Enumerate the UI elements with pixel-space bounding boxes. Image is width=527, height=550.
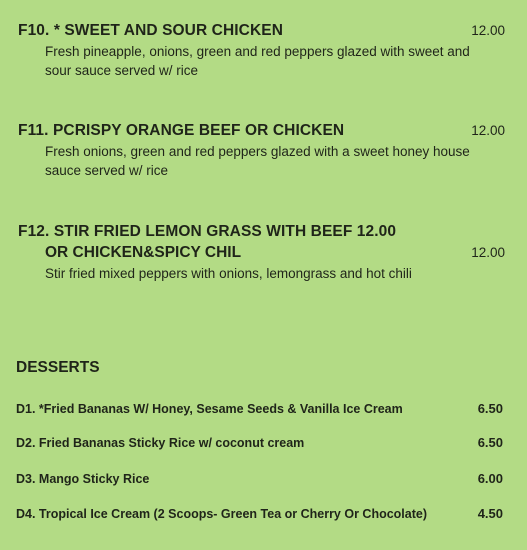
menu-item-title: F10. * SWEET AND SOUR CHICKEN <box>18 22 283 39</box>
menu-item-price: 12.00 <box>471 23 505 38</box>
desserts-heading: DESSERTS <box>16 359 100 376</box>
dessert-item-price: 6.50 <box>477 401 503 416</box>
menu-item-description: Stir fried mixed peppers with onions, lemongrass and hot chili <box>45 266 412 281</box>
menu-item-price: 12.00 <box>471 123 505 138</box>
menu-item-header <box>18 22 505 40</box>
dessert-item-name: D2. Fried Bananas Sticky Rice w/ coconut cream <box>16 436 305 450</box>
menu-item-title: F12. STIR FRIED LEMON GRASS WITH BEEF 12.00 <box>18 223 397 240</box>
menu-item-header <box>18 122 505 140</box>
dessert-item-d3 <box>16 471 503 486</box>
dessert-item-name: D1. *Fried Bananas W/ Honey, Sesame Seeds & Vanilla Ice Cream <box>16 402 403 416</box>
dessert-item-price: 4.50 <box>477 506 503 521</box>
menu-item-header <box>18 223 505 241</box>
dessert-item-price: 6.50 <box>477 435 503 450</box>
dessert-item-d1 <box>16 401 503 416</box>
dessert-item-d4 <box>16 506 503 521</box>
dessert-item-d2 <box>16 435 503 450</box>
menu-item-price: 12.00 <box>471 245 505 260</box>
menu-item-subtitle: OR CHICKEN&SPICY CHIL <box>45 244 242 261</box>
menu-item-description: Fresh pineapple, onions, green and red peppers glazed with sweet and sour sauce served w/ rice <box>45 44 470 78</box>
dessert-item-name: D3. Mango Sticky Rice <box>16 472 150 486</box>
menu-item-subheader <box>18 244 505 262</box>
menu-item-f10 <box>18 22 505 80</box>
menu-item-title: F11. PCRISPY ORANGE BEEF OR CHICKEN <box>18 122 345 139</box>
menu-item-f12 <box>18 223 505 283</box>
menu-item-f11 <box>18 122 505 180</box>
dessert-item-price: 6.00 <box>477 471 503 486</box>
menu-item-description: Fresh onions, green and red peppers glazed with a sweet honey house sauce served w/ rice <box>45 144 470 178</box>
dessert-item-name: D4. Tropical Ice Cream (2 Scoops- Green Tea or Cherry Or Chocolate) <box>16 507 428 521</box>
